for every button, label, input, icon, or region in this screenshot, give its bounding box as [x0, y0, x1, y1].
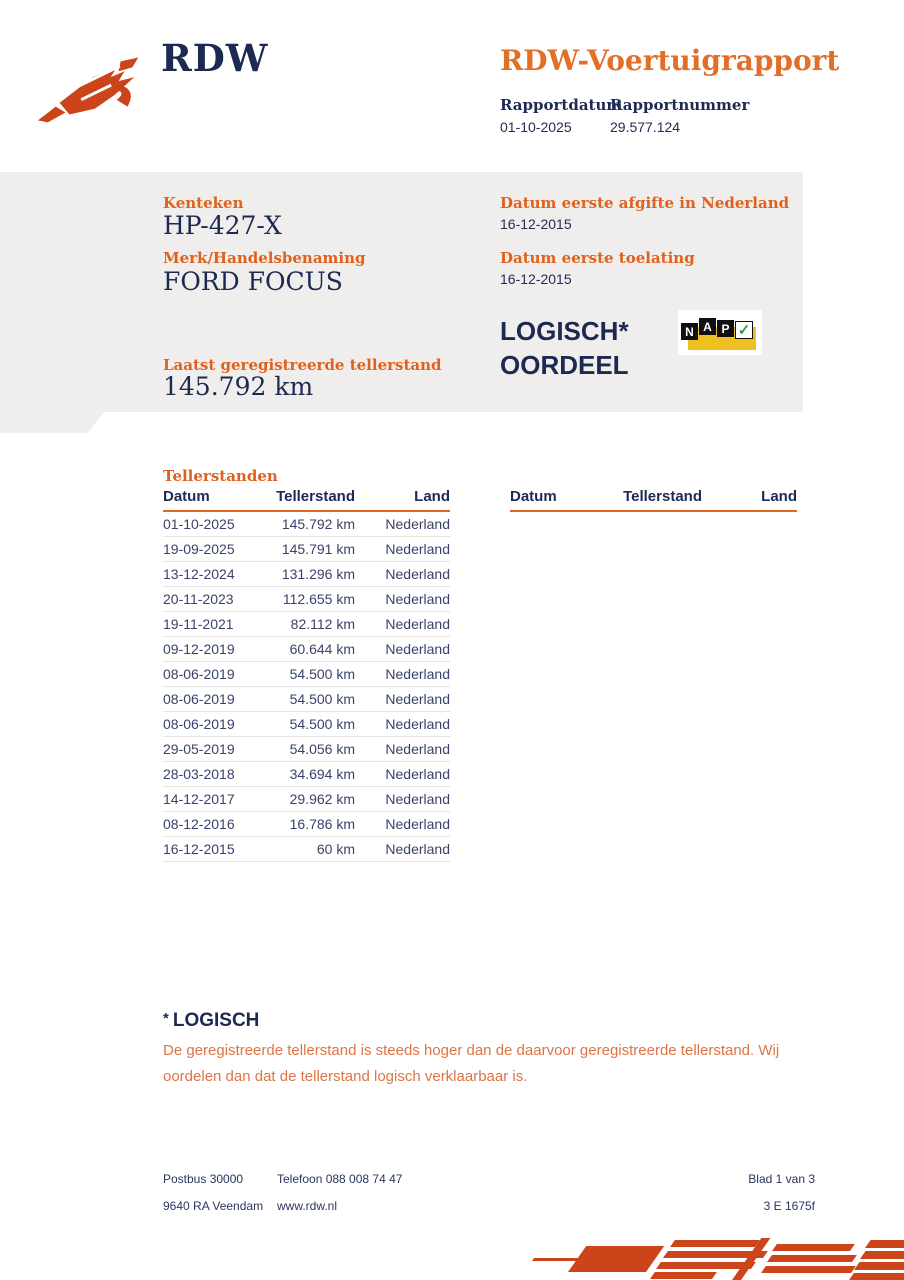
- footer-address-line2: 9640 RA Veendam: [163, 1199, 264, 1213]
- oordeel-verdict: [500, 314, 629, 382]
- kenteken-value: HP-427-X: [163, 211, 282, 240]
- table-cell: 09-12-2019: [163, 641, 235, 657]
- report-date-value: 01-10-2025: [500, 119, 572, 135]
- table-cell: 16-12-2015: [163, 841, 235, 857]
- merk-label: Merk/Handelsbenaming: [163, 249, 366, 267]
- table-row: [163, 562, 450, 587]
- table-cell: 54.500 km: [289, 666, 355, 682]
- table-cell: 20-11-2023: [163, 591, 234, 607]
- table-cell: Nederland: [385, 741, 450, 757]
- oordeel-line1: LOGISCH*: [500, 316, 629, 346]
- table-cell: Nederland: [385, 716, 450, 732]
- table-row: [163, 837, 450, 862]
- table-cell: 01-10-2025: [163, 516, 235, 532]
- table-cell: 13-12-2024: [163, 566, 235, 582]
- laatste-tellerstand-label: Laatst geregistreerde tellerstand: [163, 356, 442, 374]
- table-cell: 131.296 km: [281, 566, 355, 582]
- eerste-toelating-value: 16-12-2015: [500, 271, 572, 287]
- nap-letter-p: P: [717, 320, 734, 337]
- table-cell: 60 km: [316, 841, 355, 857]
- table-cell: 112.655 km: [282, 591, 355, 607]
- table-row: [163, 812, 450, 837]
- oordeel-line2: OORDEEL: [500, 350, 629, 380]
- note-text: De geregistreerde tellerstand is steeds hoger dan de daarvoor geregistreerde tellerstand. Wij oordelen dan dat de tellerstand logisch verklaarbaar is.: [163, 1042, 780, 1085]
- table-cell: Nederland: [385, 516, 450, 532]
- table-cell: Nederland: [385, 666, 450, 682]
- table-cell: Nederland: [385, 641, 450, 657]
- table-row: [163, 712, 450, 737]
- merk-value: FORD FOCUS: [163, 267, 343, 296]
- table-cell: 29.962 km: [289, 791, 355, 807]
- footer-row-1: [163, 1172, 815, 1186]
- laatste-tellerstand-value: 145.792 km: [163, 372, 314, 401]
- speed-stripes-decoration: [520, 1238, 904, 1280]
- table-row: [163, 662, 450, 687]
- table-cell: 29-05-2019: [163, 741, 235, 757]
- table-row: [163, 762, 450, 787]
- note-title-text: LOGISCH: [172, 1010, 260, 1031]
- table-cell: 54.500 km: [289, 716, 355, 732]
- footer-page-number: Blad 1 van 3: [748, 1172, 815, 1186]
- table-cell: Nederland: [385, 766, 450, 782]
- nap-letter-a: A: [699, 318, 716, 335]
- table-row: [163, 587, 450, 612]
- table-cell: 54.500 km: [289, 691, 355, 707]
- table-row: [163, 737, 450, 762]
- nap-letter-n: N: [681, 323, 698, 340]
- table-cell: 16.786 km: [289, 816, 355, 832]
- report-number-value: 29.577.124: [610, 119, 681, 135]
- table-cell: Nederland: [385, 841, 450, 857]
- eerste-afgifte-label: Datum eerste afgifte in Nederland: [500, 194, 790, 212]
- tellerstanden-table-left: [163, 488, 450, 862]
- table-cell: 54.056 km: [289, 741, 355, 757]
- rdw-logo-wing-icon: [36, 46, 154, 126]
- table-row: [163, 637, 450, 662]
- report-date-label: Rapportdatum: [500, 96, 623, 114]
- table-cell: 145.791 km: [281, 541, 355, 557]
- column-header-land: Land: [761, 488, 797, 505]
- footer-row-2: [163, 1199, 815, 1213]
- note-asterisk: *: [163, 1010, 169, 1027]
- table-cell: 08-06-2019: [163, 666, 235, 682]
- table-cell: 08-06-2019: [163, 716, 235, 732]
- table-cell: 19-11-2021: [163, 616, 234, 632]
- summary-panel-notch: [0, 412, 104, 433]
- kenteken-label: Kenteken: [163, 194, 244, 212]
- footer-website[interactable]: www.rdw.nl: [277, 1199, 338, 1213]
- page-title: RDW-Voertuigrapport: [500, 44, 840, 77]
- report-number-label: Rapportnummer: [610, 96, 750, 114]
- table-cell: Nederland: [385, 816, 450, 832]
- tellerstanden-section-title: Tellerstanden: [163, 467, 278, 485]
- table-cell: Nederland: [385, 691, 450, 707]
- column-header-datum: Datum: [510, 488, 557, 505]
- table-cell: 28-03-2018: [163, 766, 235, 782]
- table-row: [163, 612, 450, 637]
- column-header-land: Land: [414, 488, 450, 505]
- table-row: [163, 687, 450, 712]
- table-cell: 60.644 km: [289, 641, 355, 657]
- table-cell: Nederland: [385, 541, 450, 557]
- table-cell: Nederland: [385, 591, 450, 607]
- note-title: [163, 1010, 259, 1032]
- nap-checkmark-icon: ✓: [735, 321, 753, 339]
- table-cell: Nederland: [385, 791, 450, 807]
- table-cell: Nederland: [385, 566, 450, 582]
- table-body: [163, 512, 450, 862]
- nap-logo: [678, 310, 762, 355]
- table-cell: 145.792 km: [281, 516, 355, 532]
- table-cell: 19-09-2025: [163, 541, 235, 557]
- column-header-tellerstand: Tellerstand: [276, 488, 355, 505]
- table-cell: 08-12-2016: [163, 816, 235, 832]
- table-cell: 82.112 km: [290, 616, 355, 632]
- table-row: [163, 787, 450, 812]
- rdw-logo-text: RDW: [161, 36, 269, 80]
- table-header: [510, 488, 797, 512]
- table-header: [163, 488, 450, 512]
- table-cell: 14-12-2017: [163, 791, 235, 807]
- tellerstanden-table-right: [510, 488, 797, 512]
- table-row: [163, 512, 450, 537]
- table-cell: Nederland: [385, 616, 450, 632]
- table-cell: 08-06-2019: [163, 691, 235, 707]
- column-header-tellerstand: Tellerstand: [623, 488, 702, 505]
- eerste-toelating-label: Datum eerste toelating: [500, 249, 695, 267]
- eerste-afgifte-value: 16-12-2015: [500, 216, 572, 232]
- table-row: [163, 537, 450, 562]
- column-header-datum: Datum: [163, 488, 210, 505]
- footer-phone: Telefoon 088 008 74 47: [277, 1172, 403, 1186]
- footer-address-line1: Postbus 30000: [163, 1172, 244, 1186]
- table-cell: 34.694 km: [289, 766, 355, 782]
- page-footer: [163, 1172, 815, 1226]
- footer-doc-code: 3 E 1675f: [763, 1199, 815, 1213]
